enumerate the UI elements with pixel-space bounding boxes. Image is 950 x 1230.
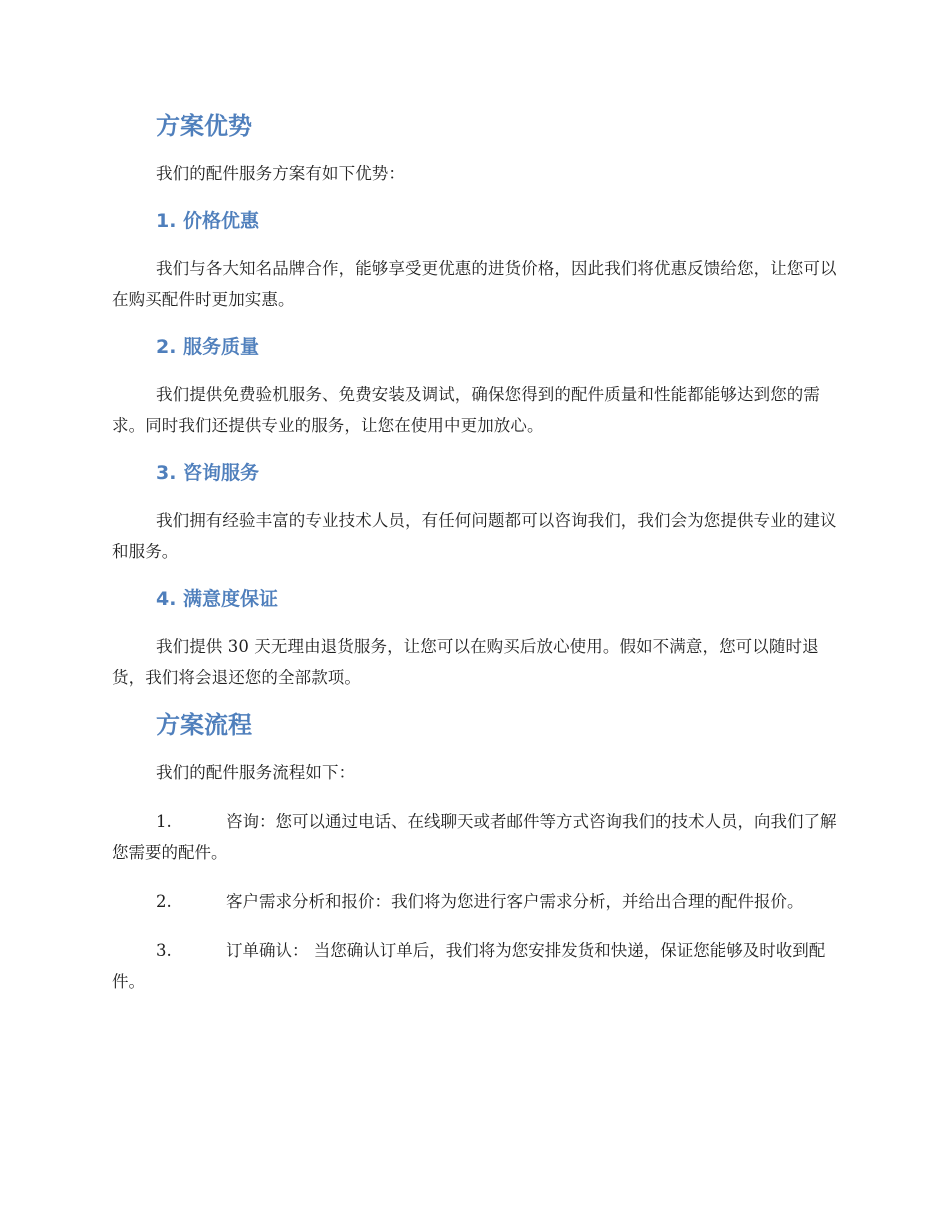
section-title-advantages: 方案优势 xyxy=(156,112,252,140)
advantage-heading-consult: 3. 咨询服务 xyxy=(156,462,260,484)
process-step-number: 1. xyxy=(156,812,172,831)
section-title-process: 方案流程 xyxy=(156,711,252,739)
process-step-number: 2. xyxy=(156,892,172,911)
process-step xyxy=(112,806,842,868)
advantage-text-quality: 我们提供免费验机服务、免费安装及调试，确保您得到的配件质量和性能都能够达到您的需求。同时我们还提供专业的服务，让您在使用中更加放心。 xyxy=(112,385,820,435)
document-page xyxy=(112,104,842,997)
advantage-heading-quality: 2. 服务质量 xyxy=(156,336,260,358)
process-step xyxy=(112,935,842,997)
process-step-number: 3. xyxy=(156,941,172,960)
advantage-text-consult: 我们拥有经验丰富的专业技术人员，有任何问题都可以咨询我们，我们会为您提供专业的建议和服务。 xyxy=(112,511,837,561)
advantage-heading-satisfaction: 4. 满意度保证 xyxy=(156,588,279,610)
advantage-heading-price: 1. 价格优惠 xyxy=(156,210,260,232)
advantages-intro: 我们的配件服务方案有如下优势： xyxy=(156,164,405,183)
process-step-text: 咨询：您可以通过电话、在线聊天或者邮件等方式咨询我们的技术人员，向我们了解您需要的配件。 xyxy=(112,812,837,862)
process-intro: 我们的配件服务流程如下： xyxy=(156,763,356,782)
process-step xyxy=(112,886,842,917)
advantage-text-price: 我们与各大知名品牌合作，能够享受更优惠的进货价格，因此我们将优惠反馈给您，让您可以在购买配件时更加实惠。 xyxy=(112,259,837,309)
advantage-text-satisfaction: 我们提供 30 天无理由退货服务，让您可以在购买后放心使用。假如不满意，您可以随时退货，我们将会退还您的全部款项。 xyxy=(112,637,819,687)
process-step-text: 客户需求分析和报价：我们将为您进行客户需求分析，并给出合理的配件报价。 xyxy=(226,892,804,911)
process-step-text: 订单确认： 当您确认订单后，我们将为您安排发货和快递，保证您能够及时收到配件。 xyxy=(112,941,826,991)
